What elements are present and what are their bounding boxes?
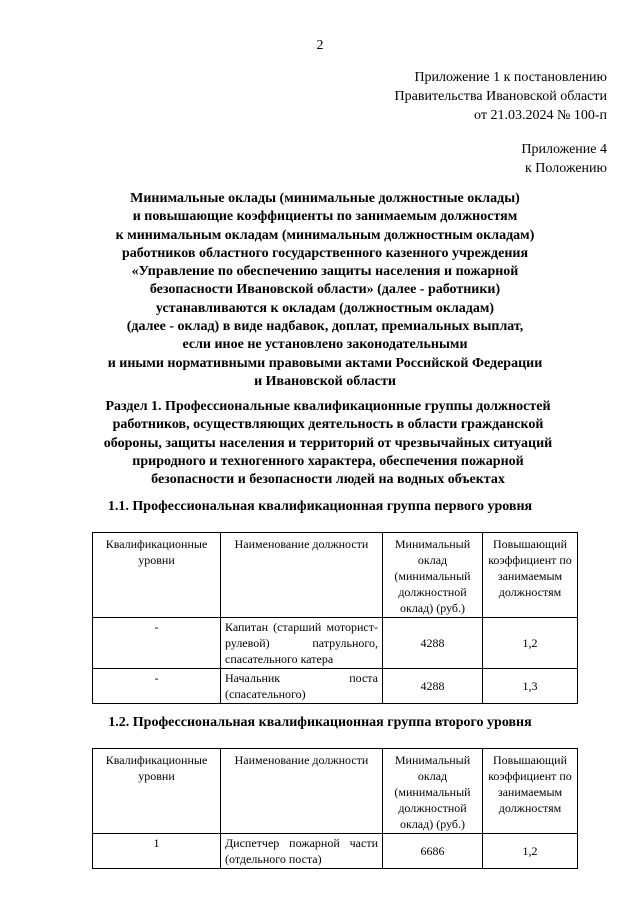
- title-line: Минимальные оклады (минимальные должностные оклады): [130, 191, 520, 206]
- appendix-4-line: к Положению: [524, 161, 607, 176]
- section-1-title: [78, 398, 578, 489]
- salary-cell: 4288: [383, 618, 483, 669]
- appendix-4-header: [521, 140, 607, 178]
- title-line: если иное не установлено законодательными: [182, 337, 468, 353]
- title-line: и повышающие коэффициенты по занимаемым должностям: [132, 209, 518, 225]
- group-2-table: [92, 748, 578, 869]
- level-cell: 1: [93, 834, 221, 869]
- title-line: «Управление по обеспечению защиты населения и пожарной: [131, 264, 519, 280]
- title-line: и Ивановской области: [254, 373, 396, 389]
- header-levels: Квалификационные уровни: [93, 533, 221, 618]
- section-title-line: Раздел 1. Профессиональные квалификационные группы должностей: [105, 399, 551, 414]
- table-header-row: [93, 749, 578, 834]
- title-line: безопасности Ивановской области» (далее - работники): [149, 282, 501, 298]
- appendix-1-line: Приложение 1 к постановлению: [414, 70, 607, 85]
- appendix-1-line: Правительства Ивановской области: [394, 89, 607, 104]
- level-cell: -: [93, 618, 221, 669]
- table-row: [93, 669, 578, 704]
- section-title-line: обороны, защиты населения и территорий от чрезвычайных ситуаций: [103, 435, 553, 451]
- level-cell: -: [93, 669, 221, 704]
- appendix-1-line: от 21.03.2024 № 100-п: [474, 108, 607, 123]
- header-coefficient: Повышающий коэффициент по занимаемым должностям: [483, 749, 578, 834]
- page-number: 2: [316, 38, 324, 53]
- section-title-line: работников, осуществляющих деятельность в области гражданской: [112, 417, 544, 433]
- coefficient-cell: 1,2: [483, 618, 578, 669]
- header-salary: Минимальный оклад (минимальный должностной оклад) (руб.): [383, 749, 483, 834]
- position-cell: Капитан (старший моторист-рулевой) патрульного, спасательного катера: [221, 618, 383, 669]
- group-1-table: [92, 532, 578, 704]
- appendix-4-line: Приложение 4: [521, 142, 607, 157]
- position-cell: Начальник поста (спасательного): [221, 669, 383, 704]
- header-position: Наименование должности: [221, 533, 383, 618]
- header-position: Наименование должности: [221, 749, 383, 834]
- table-row: [93, 834, 578, 869]
- title-line: к минимальным окладам (минимальным должностным окладам): [115, 227, 535, 243]
- group-1-heading: 1.1. Профессиональная квалификационная группа первого уровня: [107, 499, 533, 514]
- title-line: (далее - оклад) в виде надбавок, доплат, премиальных выплат,: [126, 319, 524, 335]
- table-row: [93, 618, 578, 669]
- salary-cell: 4288: [383, 669, 483, 704]
- group-2-heading: 1.2. Профессиональная квалификационная группа второго уровня: [108, 715, 532, 730]
- position-cell: Диспетчер пожарной части (отдельного поста): [221, 834, 383, 869]
- salary-cell: 6686: [383, 834, 483, 869]
- title-line: работников областного государственного казенного учреждения: [121, 245, 529, 261]
- section-title-line: природного и техногенного характера, обеспечения пожарной: [132, 453, 524, 469]
- appendix-1-header: [395, 68, 607, 125]
- header-levels: Квалификационные уровни: [93, 749, 221, 834]
- coefficient-cell: 1,2: [483, 834, 578, 869]
- title-line: устанавливаются к окладам (должностным окладам): [155, 300, 495, 316]
- document-title: [60, 190, 590, 391]
- header-coefficient: Повышающий коэффициент по занимаемым должностям: [483, 533, 578, 618]
- table-header-row: [93, 533, 578, 618]
- coefficient-cell: 1,3: [483, 669, 578, 704]
- section-title-line: безопасности и безопасности людей на водных объектах: [151, 472, 505, 488]
- title-line: и иными нормативными правовыми актами Российской Федерации: [107, 355, 543, 371]
- header-salary: Минимальный оклад (минимальный должностной оклад) (руб.): [383, 533, 483, 618]
